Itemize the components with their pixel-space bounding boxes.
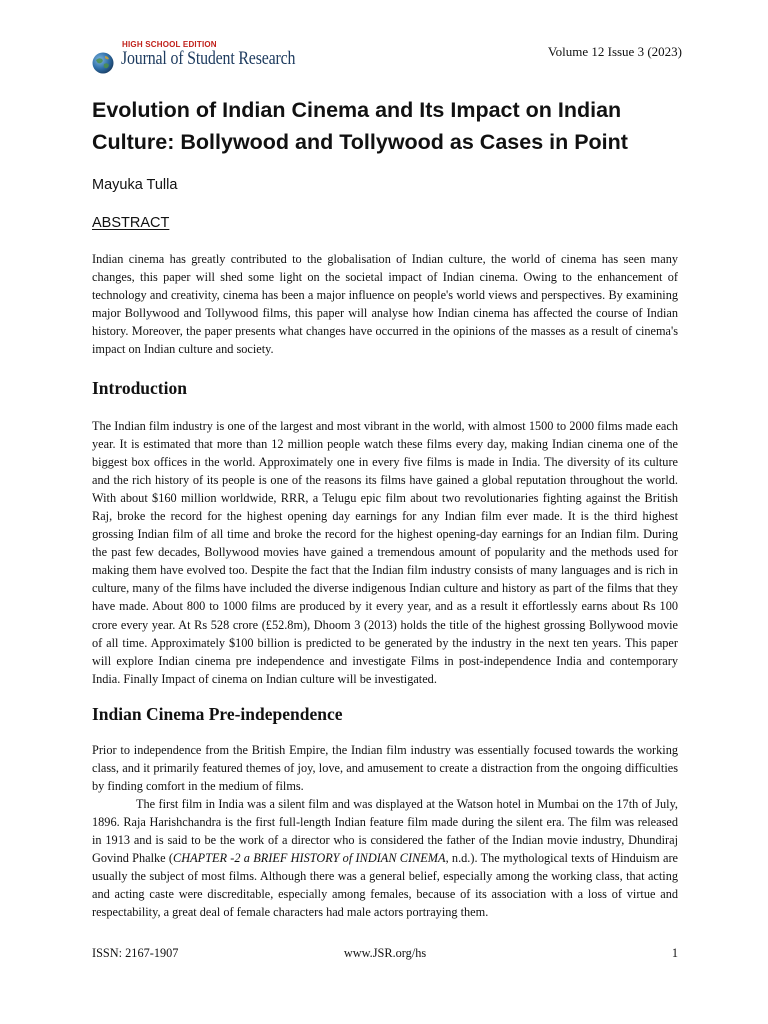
footer-issn: ISSN: 2167-1907 (92, 946, 179, 960)
footer-url[interactable]: www.JSR.org/hs (343, 946, 427, 960)
citation-title: CHAPTER -2 a BRIEF HISTORY of INDIAN CINEMA (173, 851, 446, 866)
page-footer (92, 946, 678, 966)
abstract-heading: ABSTRACT (92, 215, 170, 231)
abstract-text: Indian cinema has greatly contributed to the globalisation of Indian culture, the world of cinema has seen many changes, this paper will shed some light on the societal impact of Indian cinema. Owing to the enhancement of technology and creativity, cinema has been a major influence on people's world views and perspectives. By examining major Bollywood and Tollywood films, this paper will analyse how Indian cinema has affected the course of Indian history. Moreover, the paper presents what changes have occurred in the opinions of the masses as a result of cinema's impact on Indian culture and society. (92, 252, 678, 357)
page-header (92, 40, 682, 80)
pre-independence-heading: Indian Cinema Pre-independence (92, 704, 343, 724)
pre-independence-paragraph-1: Prior to independence from the British Empire, the Indian film industry was essentially focused towards the working class, and it primarily featured themes of joy, love, and amusement to create a distraction from the ongoing difficulties by finding comfort in the medium of films. (92, 743, 678, 794)
globe-icon (92, 52, 114, 74)
pre-independence-paragraph-2a: The first film in India was a silent film and was displayed at the Watson hotel in Mumbai on the 17th of July, 1896. Raja Harishchandra is the first full-length Indian feature film made during the silent era. The film was released in 1913 and is said to be the work of a director who is considered the father of the Indian movie industry, Dhundiraj Govind Phalke ( (92, 797, 678, 866)
journal-logo (92, 40, 296, 80)
article-title: Evolution of Indian Cinema and Its Impact on Indian Culture: Bollywood and Tollywood as Cases in Point (92, 98, 628, 154)
introduction-heading: Introduction (92, 378, 187, 398)
page-number: 1 (671, 946, 678, 960)
pre-independence-paragraph-2b: , n.d.). The mythological texts of Hinduism are usually the subject of most films. Although there was a general belief, especially among the working class, that acting and acting caste were discreditable, especially among females, because of its association with a loss of virtue and respectability, a great deal of female characters had male actors portraying them. (92, 851, 679, 920)
author-name: Mayuka Tulla (92, 177, 178, 193)
introduction-text: The Indian film industry is one of the largest and most vibrant in the world, with almost 1500 to 2000 films made each year. It is estimated that more than 12 million people watch these films every day, making Indian cinema one of the biggest box offices in the world. Approximately one in every five films is made in India. The diversity of its culture and the rich history of its people is one of the reasons its films have gained a global reputation throughout the world. With about $160 million worldwide, RRR, a Telugu epic film about two revolutionaries fighting against the British Raj, broke the record for the highest opening day earnings for any Indian film ever made. It is the third highest grossing Indian film of all time and broke the record for the highest opening-day earnings for an Indian film. During the past few decades, Bollywood movies have gained a tremendous amount of popularity and the methods used for making them have evolved too. Despite the fact that the Indian film industry consists of many languages and is rich in culture, many of the films have included the diverse indigenous Indian culture and history as part of the films that they have made. About 800 to 1000 films are produced by it every year, and as a result it effortlessly earns about Rs 100 crore every year. At Rs 528 crore (£52.8m), Dhoom 3 (2013) holds the title of the highest grossing Bollywood movie of all time. Approximately $100 billion is predicted to be generated by the industry in the next ten years. This paper will explore Indian cinema pre independence and investigate Films in post-independence India and contemporary India. Finally Impact of cinema on Indian culture will be investigated. (92, 419, 678, 686)
logo-edition-label: HIGH SCHOOL EDITION (122, 40, 217, 49)
logo-journal-name: Journal of Student Research (121, 49, 296, 69)
volume-issue: Volume 12 Issue 3 (2023) (547, 44, 682, 59)
pre-independence-text (92, 741, 678, 921)
